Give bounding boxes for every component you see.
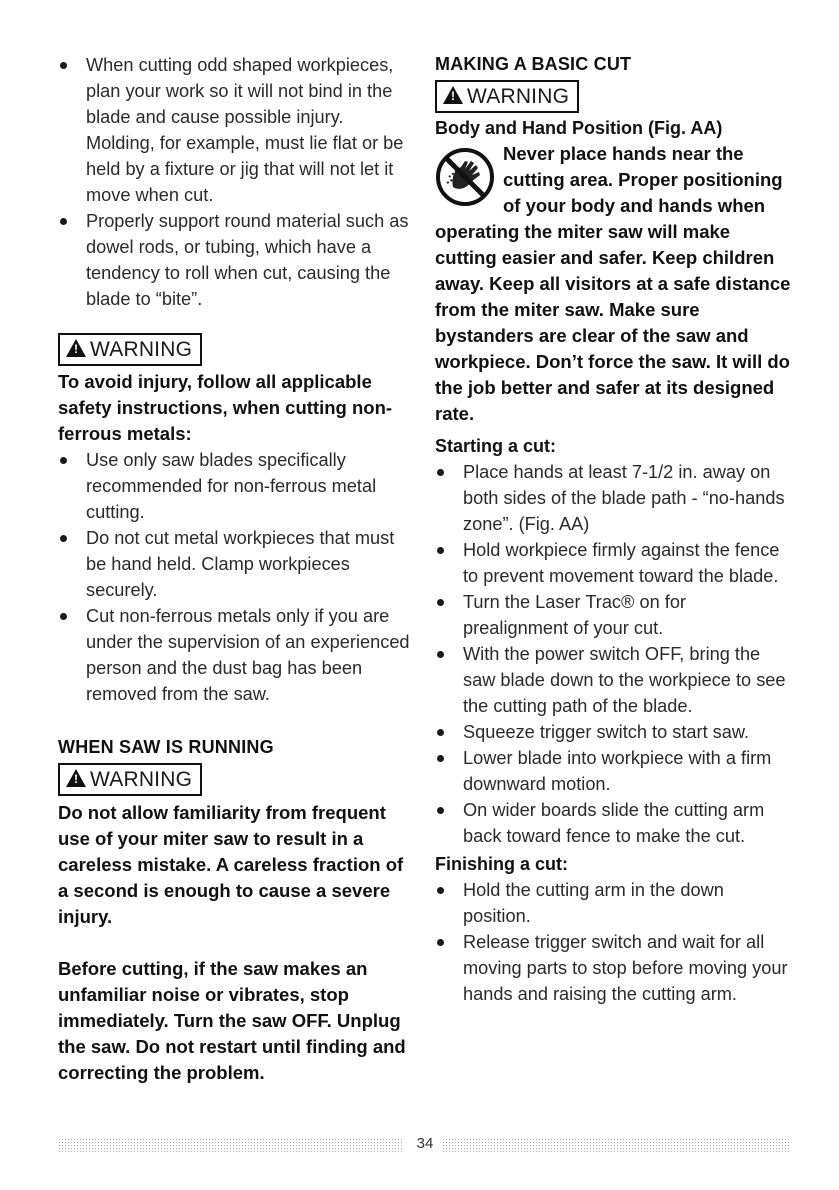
left-column bbox=[58, 52, 410, 1086]
list-item: On wider boards slide the cutting arm back toward fence to make the cut. bbox=[435, 797, 795, 849]
metal-warning-text: To avoid injury, follow all applicable safety instructions, when cutting non-ferrous metals: bbox=[58, 371, 393, 444]
footer-rule-left bbox=[58, 1138, 402, 1152]
finishing-bullets bbox=[435, 877, 795, 1007]
list-item: Lower blade into workpiece with a firm downward motion. bbox=[435, 745, 795, 797]
starting-heading: Starting a cut: bbox=[435, 436, 557, 456]
warning-label: WARNING bbox=[467, 85, 570, 108]
warning-badge bbox=[58, 333, 202, 366]
warning-label: WARNING bbox=[90, 768, 193, 791]
warning-badge bbox=[435, 80, 579, 113]
list-item: Use only saw blades specifically recommended for non-ferrous metal cutting. bbox=[58, 447, 410, 525]
list-item: Place hands at least 7-1/2 in. away on both sides of the blade path - “no-hands zone”. (Fig. AA) bbox=[435, 459, 795, 537]
body-position-block bbox=[435, 141, 795, 427]
list-item: With the power switch OFF, bring the saw blade down to the workpiece to see the cutting path of the blade. bbox=[435, 641, 795, 719]
no-hands-icon bbox=[435, 147, 495, 207]
familiarity-warning-text: Do not allow familiarity from frequent use of your miter saw to result in a careless mistake. A careless fraction of a second is enough to cause a severe injury. bbox=[58, 802, 404, 927]
page-number: 34 bbox=[416, 1135, 434, 1152]
warning-triangle-icon bbox=[66, 339, 86, 357]
list-item: Properly support round material such as dowel rods, or tubing, which have a tendency to roll when cut, causing the blade to “bite”. bbox=[58, 208, 410, 312]
list-item: Turn the Laser Trac® on for prealignment of your cut. bbox=[435, 589, 795, 641]
finishing-heading: Finishing a cut: bbox=[435, 854, 568, 874]
list-item: Hold workpiece firmly against the fence to prevent movement toward the blade. bbox=[435, 537, 795, 589]
right-column bbox=[435, 52, 795, 1007]
list-item: Cut non-ferrous metals only if you are under the supervision of an experienced person and the dust bag has been removed from the saw. bbox=[58, 603, 410, 707]
list-item: Release trigger switch and wait for all moving parts to stop before moving your hands and raising the cutting arm. bbox=[435, 929, 795, 1007]
warning-block-basic bbox=[435, 80, 795, 113]
body-position-text: Never place hands near the cutting area. Proper positioning of your body and hands when operating the miter saw will make cutting easier and safer. Keep children away. Keep all visitors at a safe distance from the miter saw. Make sure bystanders are clear of the saw and workpiece. Don’t force the saw. It will do the job better and safer at its designed rate. bbox=[435, 143, 791, 424]
odd-shape-bullets bbox=[58, 52, 410, 312]
warning-block-metal bbox=[58, 333, 410, 366]
list-item: Do not cut metal workpieces that must be hand held. Clamp workpieces securely. bbox=[58, 525, 410, 603]
running-heading: WHEN SAW IS RUNNING bbox=[58, 737, 274, 757]
warning-triangle-icon bbox=[443, 86, 463, 104]
metal-bullets bbox=[58, 447, 410, 707]
warning-label: WARNING bbox=[90, 338, 193, 361]
list-item: Squeeze trigger switch to start saw. bbox=[435, 719, 795, 745]
footer-rule-right bbox=[442, 1138, 791, 1152]
list-item: When cutting odd shaped workpieces, plan your work so it will not bind in the blade and cause possible injury. Molding, for example, must lie flat or be held by a fixture or jig that will not let it move when cut. bbox=[58, 52, 410, 208]
warning-triangle-icon bbox=[66, 769, 86, 787]
starting-bullets bbox=[435, 459, 795, 849]
page-footer bbox=[58, 1134, 791, 1154]
before-cutting-text: Before cutting, if the saw makes an unfamiliar noise or vibrates, stop immediately. Turn the saw OFF. Unplug the saw. Do not restart until finding and correcting the problem. bbox=[58, 958, 406, 1083]
body-position-heading: Body and Hand Position (Fig. AA) bbox=[435, 118, 723, 138]
warning-block-running bbox=[58, 763, 410, 796]
warning-badge bbox=[58, 763, 202, 796]
list-item: Hold the cutting arm in the down position. bbox=[435, 877, 795, 929]
basic-cut-heading: MAKING A BASIC CUT bbox=[435, 54, 632, 74]
